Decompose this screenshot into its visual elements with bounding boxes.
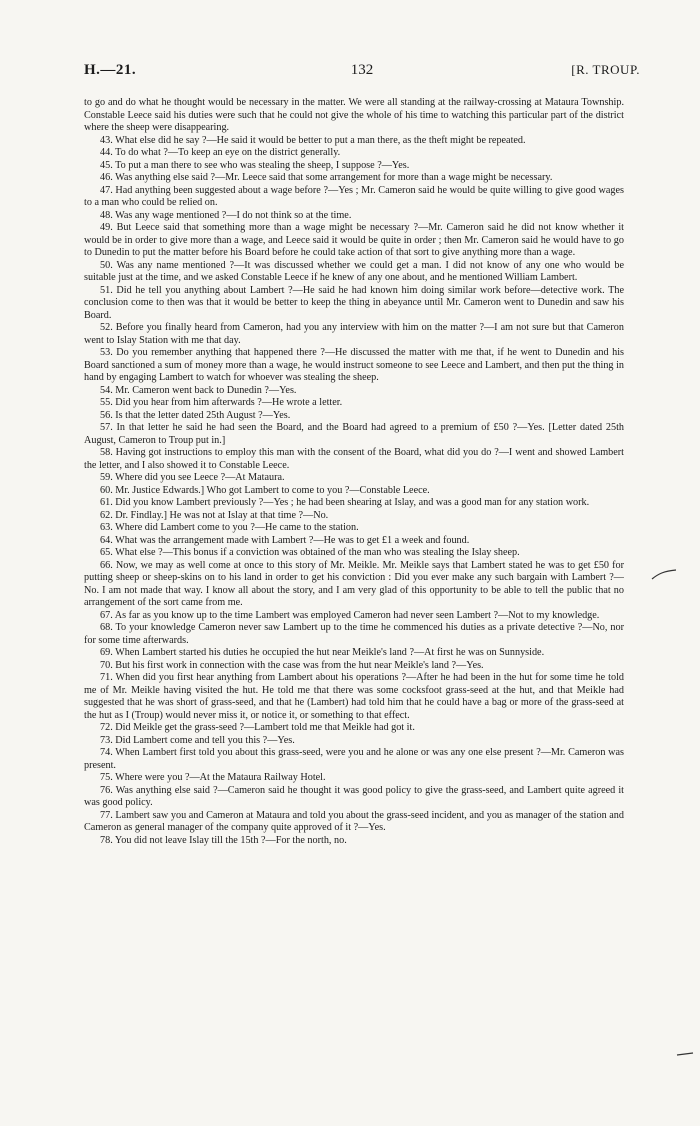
paragraph: 55. Did you hear from him afterwards ?—He wrote a letter.: [100, 397, 343, 408]
paragraph: 47. Had anything been suggested about a wage before ?—Yes ; Mr. Cameron said he would be quite willing to give good wages to a man who could be relied on.: [84, 184, 624, 208]
paragraph: 66. Now, we may as well come at once to this story of Mr. Meikle. Mr. Meikle says that Lambert stated he was to get £50 for putting sheep or sheep-skins on to his land in order to get his conviction : Did you ever make any such bargain with Lambert ?—No. I am not made that way. I know all about the story, and I am very glad of this opportunity to be able to tell the public that no arrangement of the sort came from me.: [84, 559, 624, 608]
paragraph: 65. What else ?—This bonus if a conviction was obtained of the man who was stealing the Islay sheep.: [100, 547, 520, 558]
paragraph: 49. But Leece said that something more than a wage might be necessary ?—Mr. Cameron said he did not know whether it would be in order to give more than a wage, and Leece said it would be quite in order ; then Mr. Cameron said he would have to go to Dunedin to put the matter before his Board before he could take action of that sort to give anything more than a wage.: [84, 222, 624, 258]
paragraph: 60. Mr. Justice Edwards.] Who got Lambert to come to you ?—Constable Leece.: [100, 484, 430, 496]
paragraph: 67. As far as you know up to the time Lambert was employed Cameron had never seen Lambert ?—Not to my knowledge.: [100, 609, 600, 621]
paragraph: 70. But his first work in connection with the case was from the hut near Meikle's land ?—Yes.: [100, 659, 484, 671]
witness-name: [R. TROUP.: [571, 62, 640, 77]
paragraph: 46. Was anything else said ?—Mr. Leece said that some arrangement for more than a wage might be necessary.: [100, 172, 553, 183]
paragraph: 75. Where were you ?—At the Mataura Railway Hotel.: [100, 772, 326, 783]
paragraph: 44. To do what ?—To keep an eye on the district generally.: [100, 147, 341, 158]
paragraph: 52. Before you finally heard from Cameron, had you any interview with him on the matter ?—I am not sure but that Cameron went to Islay Station with me that day.: [84, 322, 624, 346]
paragraph: 72. Did Meikle get the grass-seed ?—Lambert told me that Meikle had got it.: [100, 722, 415, 733]
paragraph: 77. Lambert saw you and Cameron at Mataura and told you about the grass-seed incident, and you as manager of the station and Cameron as general manager of the company quite approved of it ?—Yes.: [84, 809, 624, 833]
paragraph: 53. Do you remember anything that happened there ?—He discussed the matter with me that, if he went to Dunedin and his Board sanctioned a sum of money more than a wage, he would instruct someone to see Leece and Lambert, and then put the thing in hand by engaging Lambert to watch for whoever was stealing the sheep.: [84, 347, 624, 383]
paragraph: 62. Dr. Findlay.] He was not at Islay at that time ?—No.: [100, 509, 329, 521]
paragraph: 61. Did you know Lambert previously ?—Yes ; he had been shearing at Islay, and was a good man for any station work.: [100, 497, 590, 508]
margin-pen-mark: [676, 1050, 694, 1058]
paragraph: 56. Is that the letter dated 25th August ?—Yes.: [100, 409, 291, 421]
page-number: 132: [350, 62, 374, 78]
paragraph: 69. When Lambert started his duties he occupied the hut near Meikle's land ?—At first he was on Sunnyside.: [100, 647, 545, 658]
paragraph: 74. When Lambert first told you about this grass-seed, were you and he alone or was any one else present ?—Mr. Cameron was present.: [84, 747, 624, 771]
paragraph: 43. What else did he say ?—He said it would be better to put a man there, as the theft might be repeated.: [100, 134, 526, 146]
paragraph: 63. Where did Lambert come to you ?—He came to the station.: [100, 522, 359, 533]
paragraph: 68. To your knowledge Cameron never saw Lambert up to the time he commenced his duties as a private detective ?—No, nor for some time afterwards.: [84, 622, 624, 646]
report-code: H.—21.: [84, 62, 137, 78]
paragraph: to go and do what he thought would be necessary in the matter. We were all standing at the railway-crossing at Mataura Township. Constable Leece said his duties were such that he could not give the whole of his time to watching this particular part of the district where the sheep were disappearing.: [84, 97, 624, 133]
paragraph: 45. To put a man there to see who was stealing the sheep, I suppose ?—Yes.: [100, 159, 410, 171]
margin-pen-mark: [650, 568, 678, 582]
paragraph: 57. In that letter he said he had seen the Board, and the Board had agreed to a premium of £50 ?—Yes. [Letter dated 25th August, Cameron to Troup put in.]: [84, 422, 624, 446]
paragraph: 48. Was any wage mentioned ?—I do not think so at the time.: [100, 209, 352, 221]
testimony-body: [84, 97, 624, 847]
paragraph: 58. Having got instructions to employ this man with the consent of the Board, what did you do ?—I went and showed Lambert the letter, and I also showed it to Constable Leece.: [84, 447, 624, 471]
paragraph: 73. Did Lambert come and tell you this ?—Yes.: [100, 734, 295, 746]
paragraph: 71. When did you first hear anything from Lambert about his operations ?—After he had been in the hut for some time he told me of Mr. Meikle having visited the hut. He told me that there was some cocksfoot grass-seed at the hut, and that Meikle had suggested that he was short of grass-seed, and that he (Lambert) had told him that he could have a bag or more of the grass-seed at the hut as I (Troup) would never miss it, or notice it, or something to that effect.: [84, 672, 624, 721]
page-header: [84, 62, 640, 84]
paragraph: 59. Where did you see Leece ?—At Mataura.: [100, 472, 285, 483]
paragraph: 76. Was anything else said ?—Cameron said he thought it was good policy to give the grass-seed, and Lambert quite agreed it was good policy.: [84, 784, 624, 808]
paragraph: 50. Was any name mentioned ?—It was discussed whether we could get a man. I did not know of any one who would be suitable just at the time, and we asked Constable Leece if he knew of any one about, and he mentioned William Lambert.: [84, 259, 624, 283]
paragraph: 64. What was the arrangement made with Lambert ?—He was to get £1 a week and found.: [100, 534, 470, 546]
paragraph: 54. Mr. Cameron went back to Dunedin ?—Yes.: [100, 384, 297, 396]
paragraph: 51. Did he tell you anything about Lambert ?—He said he had known him doing similar work before—detective work. The conclusion come to then was that it would be better to keep the thing in abeyance until Mr. Cameron went to Dunedin and saw his Board.: [84, 284, 624, 321]
paragraph: 78. You did not leave Islay till the 15th ?—For the north, no.: [100, 834, 347, 846]
